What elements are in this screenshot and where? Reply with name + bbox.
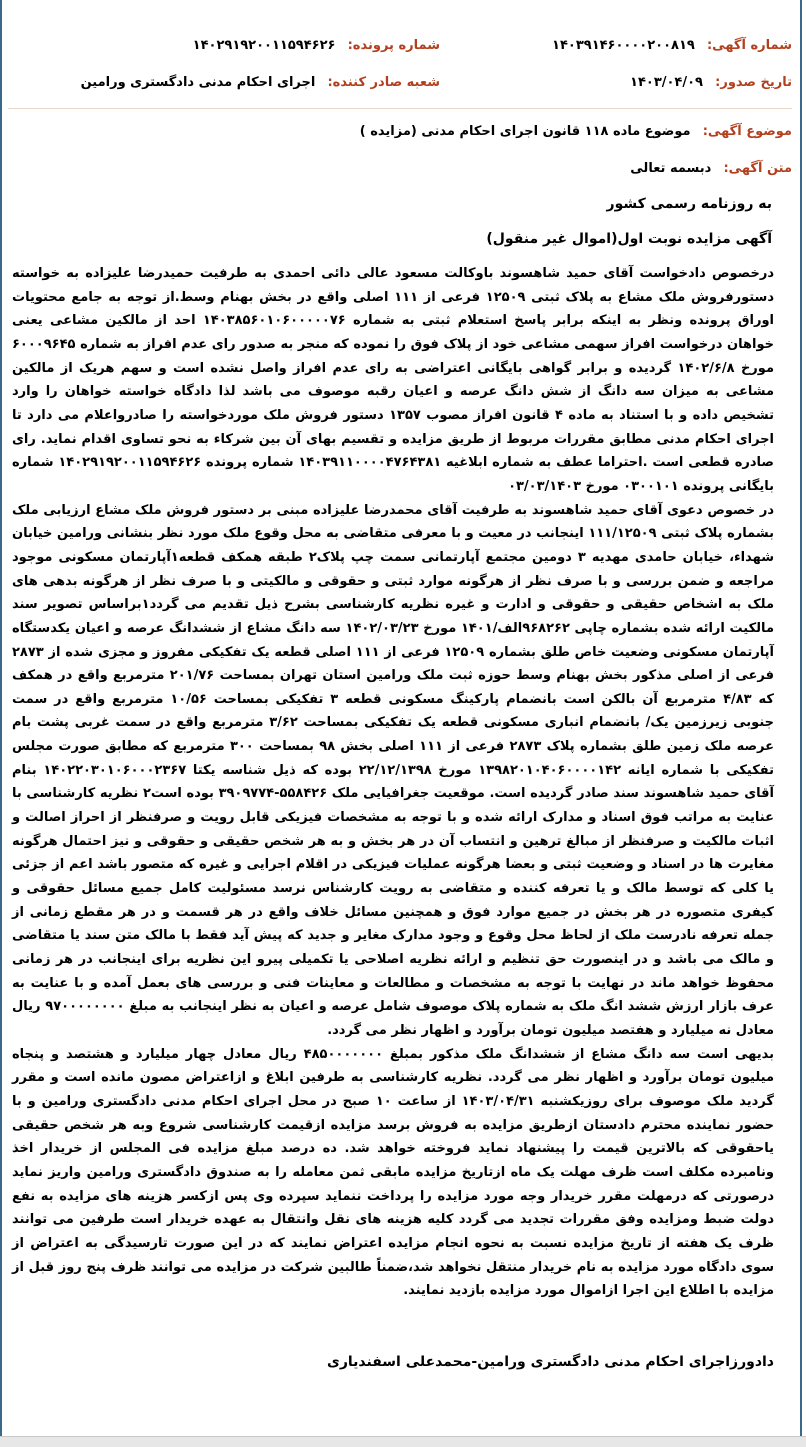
case-number-value: ۱۴۰۲۹۱۹۲۰۰۱۱۵۹۴۶۲۶	[192, 38, 336, 53]
ad-text-label: متن آگهی:	[723, 161, 792, 176]
horizontal-scrollbar[interactable]	[0, 1436, 806, 1447]
divider	[8, 108, 792, 109]
issuing-branch-value: اجرای احکام مدنی دادگستری ورامین	[80, 75, 316, 90]
body-paragraph: در خصوص دعوی آقای حمید شاهسوند به طرفیت آقای محمدرضا علیزاده مبنی بر دستور فروش ملک مشاع ارزیابی ملک بشماره پلاک ثبتی ۱۱۱/۱۲۵۰۹ اینجانب در معیت و با معرفی متقاضی به محل وقوع ملک مورد نظر بنشانی ورامین خیابان شهداء، خیابان حامدی مهدیه ۳ دومین مجتمع آپارتمانی سمت چپ پلاک۲ طبقه همکف قطعه۱آپارتمان مسکونی موجود مراجعه و ضمن بررسی و با صرف نظر از هرگونه موارد ثبتی و حقوقی و مالکیتی و با صرف نظر از هرگونه بدهی های ملک به اشخاص حقیقی و حقوقی و ادارت و غیره نظریه کارشناسی بشرح ذیل تقدیم می گردد۱براساس تصویر سند مالکیت ارائه شده بشماره چاپی ۹۶۸۲۶۲الف/۱۴۰۱ مورخ ۱۴۰۲/۰۳/۲۳ سه دانگ مشاع از ششدانگ عرصه و اعیان یکدستگاه آپارتمان مسکونی وضعیت خاص طلق بشماره ۱۲۵۰۹ فرعی از ۱۱۱ اصلی قطعه یک تفکیکی مفروز و مجزی شده از ۲۸۷۳ فرعی از اصلی مذکور بخش بهنام وسط حوزه ثبت ملک ورامین استان تهران بمساحت ۲۰۱/۷۶ مترمربع واقع در همکف که ۴/۸۳ مترمربع آن بالکن است بانضمام پارکینگ مسکونی قطعه ۳ تفکیکی بمساحت ۱۰/۵۶ مترمربع واقع در سمت جنوبی زیرزمین یک/ بانضمام انباری مسکونی قطعه یک تفکیکی بمساحت ۳/۶۲ مترمربع واقع در سمت غربی پشت بام عرصه ملک زمین طلق بشماره پلاک ۲۸۷۳ فرعی از ۱۱۱ اصلی بخش ۹۸ بمساحت ۳۰۰ مترمربع که مطابق صورت مجلس تفکیکی با شماره ایانه ۱۳۹۸۲۰۱۰۴۰۶۰۰۰۰۱۴۲ مورخ ۲۲/۱۲/۱۳۹۸ بوده که ذیل شناسه یکتا ۱۴۰۲۲۰۳۰۱۰۶۰۰۰۲۳۶۷ بنام آقای حمید شاهسوند سند صادر گردیده است. موقعیت جغرافیایی ملک ۵۵۸۴۲۶-۳۹۰۹۷۷۴ بوده است۲ نظریه کارشناسی با عنایت به مراتب فوق اسناد و مدارک ارائه شده و با توجه به مشخصات فیزیکی قابل رویت و صرفنظر از احراز اصالت و اثبات مالکیت و صرفنظر از مبالغ ترهین و انتساب آن در هر بخش و به هر شخص حقیقی و حقوقی و نیز احتمال هرگونه مغایرت ها در اسناد و وضعیت ثبتی و بعضا هرگونه عملیات فیزیکی در اقلام اجرایی و غیره که متصور باشد اعم از جزئی یا کلی که توسط مالک و یا تعرفه کننده و متقاضی به رویت کارشناس نرسد مسئولیت کامل جمیع مسائل حقوقی و کیفری متصوره در هر بخش در جمیع موارد فوق و همچنین مسائل خلاف واقع در هر قسمت و در هر مقطع زمانی از جمله تعرفه نادرست ملک از لحاظ محل وقوع و وجود مدارک مغایر و جدید که پیش آید فقط با مالک متن سند یا متقاضی و مالک می باشد و در اینصورت حق تنظیم و ارائه نظریه اصلاحی یا تکمیلی پیرو این نظریه برای اینجانب در هر زمانی محفوظ خواهد ماند در نهایت با توجه به مشخصات و مطالعات و معاینات فنی و بررسی های بعمل آمده و با عنایت به عرف بازار ارزش ششد انگ ملک به شماره پلاک موصوف شامل عرصه و اعیان به نظر اینجانب به مبلغ ۹۷۰۰۰۰۰۰۰۰ ریال معادل نه میلیارد و هفتصد میلیون تومان برآورد و اظهار نظر می گردد.	[12, 502, 775, 1038]
issue-date-value: ۱۴۰۳/۰۴/۰۹	[630, 75, 703, 90]
ad-subject	[360, 123, 792, 141]
case-number	[193, 37, 440, 55]
ad-number-value: ۱۴۰۳۹۱۴۶۰۰۰۰۲۰۰۸۱۹	[552, 38, 695, 53]
body-paragraph: بدیهی است سه دانگ مشاع از ششدانگ ملک مذکور بمبلغ ۴۸۵۰۰۰۰۰۰۰ ریال معادل چهار میلیارد و هشتصد و پنجاه میلیون تومان برآورد و اظهار نظر می گردد. نظریه کارشناسی به طرفین ابلاغ و ازاعتراض مصون مانده است و مقرر گردید ملک موصوف برای روزیکشنبه ۱۴۰۳/۰۴/۳۱ از ساعت ۱۰ صبح در محل اجرای احکام مدنی دادگستری ورامین و با حضور نماینده محترم دادستان ازطریق مزایده به فروش برسد مزایده ازقیمت کارشناسی شروع وبه هر شخص حقیقی یاحقوقی که بالاترین قیمت را پیشنهاد نماید فروخته خواهد شد. ده درصد مبلغ مزایده فی المجلس از خریدار اخذ ونامبرده مکلف است ظرف مهلت یک ماه ازتاریخ مزایده مابقی ثمن معامله را به صندوق دادگستری ورامین واریز نماید درصورتی که درمهلت مقرر خریدار وجه مورد مزایده را پرداخت ننماید سپرده وی پس ازکسر هزینه های مزایده به نفع دولت ضبط ومزایده وفق مقررات تجدید می گردد کلیه هزینه های نقل وانتقال به عهده خریدار است طرفین می توانند ظرف یک هفته از تاریخ مزایده نسبت به نحوه انجام مزایده اعتراض نمایند که در این صورت تارسیدگی به اعتراض از سوی دادگاه مورد مزایده به نام خریدار منتقل نخواهد شد،ضمناً طالبین شرکت در مزایده می توانند ظرف پنج روز قبل از مزایده با اطلاع این اجرا ازاموال مورد مزایده بازدید نمایند.	[12, 1046, 774, 1299]
ad-text-first-line: دبسمه تعالی	[630, 161, 712, 176]
signature-line: دادورزاجرای احکام مدنی دادگستری ورامین-محمدعلی اسفندیاری	[327, 1354, 774, 1370]
ad-body	[12, 262, 774, 1303]
ad-text-header	[630, 160, 792, 178]
auction-heading: آگهی مزایده نوبت اول(اموال غیر منقول)	[486, 231, 772, 247]
ad-number	[552, 37, 792, 55]
case-number-label: شماره پرونده:	[347, 38, 440, 53]
ad-subject-label: موضوع آگهی:	[702, 124, 792, 139]
body-paragraph: درخصوص دادخواست آقای حمید شاهسوند باوکالت مسعود عالی دائی احمدی به طرفیت حمیدرضا علیزاده به خواسته دستورفروش ملک مشاع به پلاک ثبتی ۱۲۵۰۹ فرعی از ۱۱۱ اصلی واقع در بخش بهنام وسط.از توجه به جامع محتویات اوراق پرونده ونظر به اینکه برابر پاسخ استعلام ثبتی به شماره ۱۴۰۳۸۵۶۰۱۰۶۰۰۰۰۰۷۶ احد از مالکین مشاعی یعنی خواهان درخواست افراز سهمی مشاعی خود از پلاک فوق را نموده که منجر به صدور رای عدم افراز به شماره ۶۰۰۰۹۶۴۵ مورخ ۱۴۰۲/۶/۸ گردیده و برابر گواهی بایگانی اعتراضی به رای عدم افراز واصل نشده است و سهم هریک از مالکین مشاعی به میزان سه دانگ از شش دانگ عرصه و اعیان رقبه موصوف می باشد لذا دادگاه خواسته خواهان را وارد تشخیص داده و با استناد به ماده ۴ قانون افراز مصوب ۱۳۵۷ دستور فروش ملک موردخواسته را صادرواعلام می دارد تا اجرای احکام مدنی مطابق مقررات مربوط از طریق مزایده و تقسیم بهای آن بین شرکاء به نحو تساوی اقدام نماید. رای صادره قطعی است .احتراما عطف به شماره ابلاغیه ۱۴۰۳۹۱۱۰۰۰۰۴۷۶۴۳۸۱ شماره پرونده ۱۴۰۲۹۱۹۲۰۰۱۱۵۹۴۶۲۶ شماره بایگانی پرونده ۰۳۰۰۱۰۱ مورخ ۰۳/۰۳/۱۴۰۳	[12, 266, 774, 494]
newspaper-line: به روزنامه رسمی کشور	[606, 196, 772, 212]
ad-number-label: شماره آگهی:	[706, 38, 792, 53]
issue-date-label: تاریخ صدور:	[715, 75, 792, 90]
issue-date	[630, 74, 792, 92]
ad-subject-value: موضوع ماده ۱۱۸ قانون اجرای احکام مدنی (مزایده )	[359, 124, 691, 139]
issuing-branch	[81, 74, 440, 92]
issuing-branch-label: شعبه صادر کننده:	[327, 75, 440, 90]
